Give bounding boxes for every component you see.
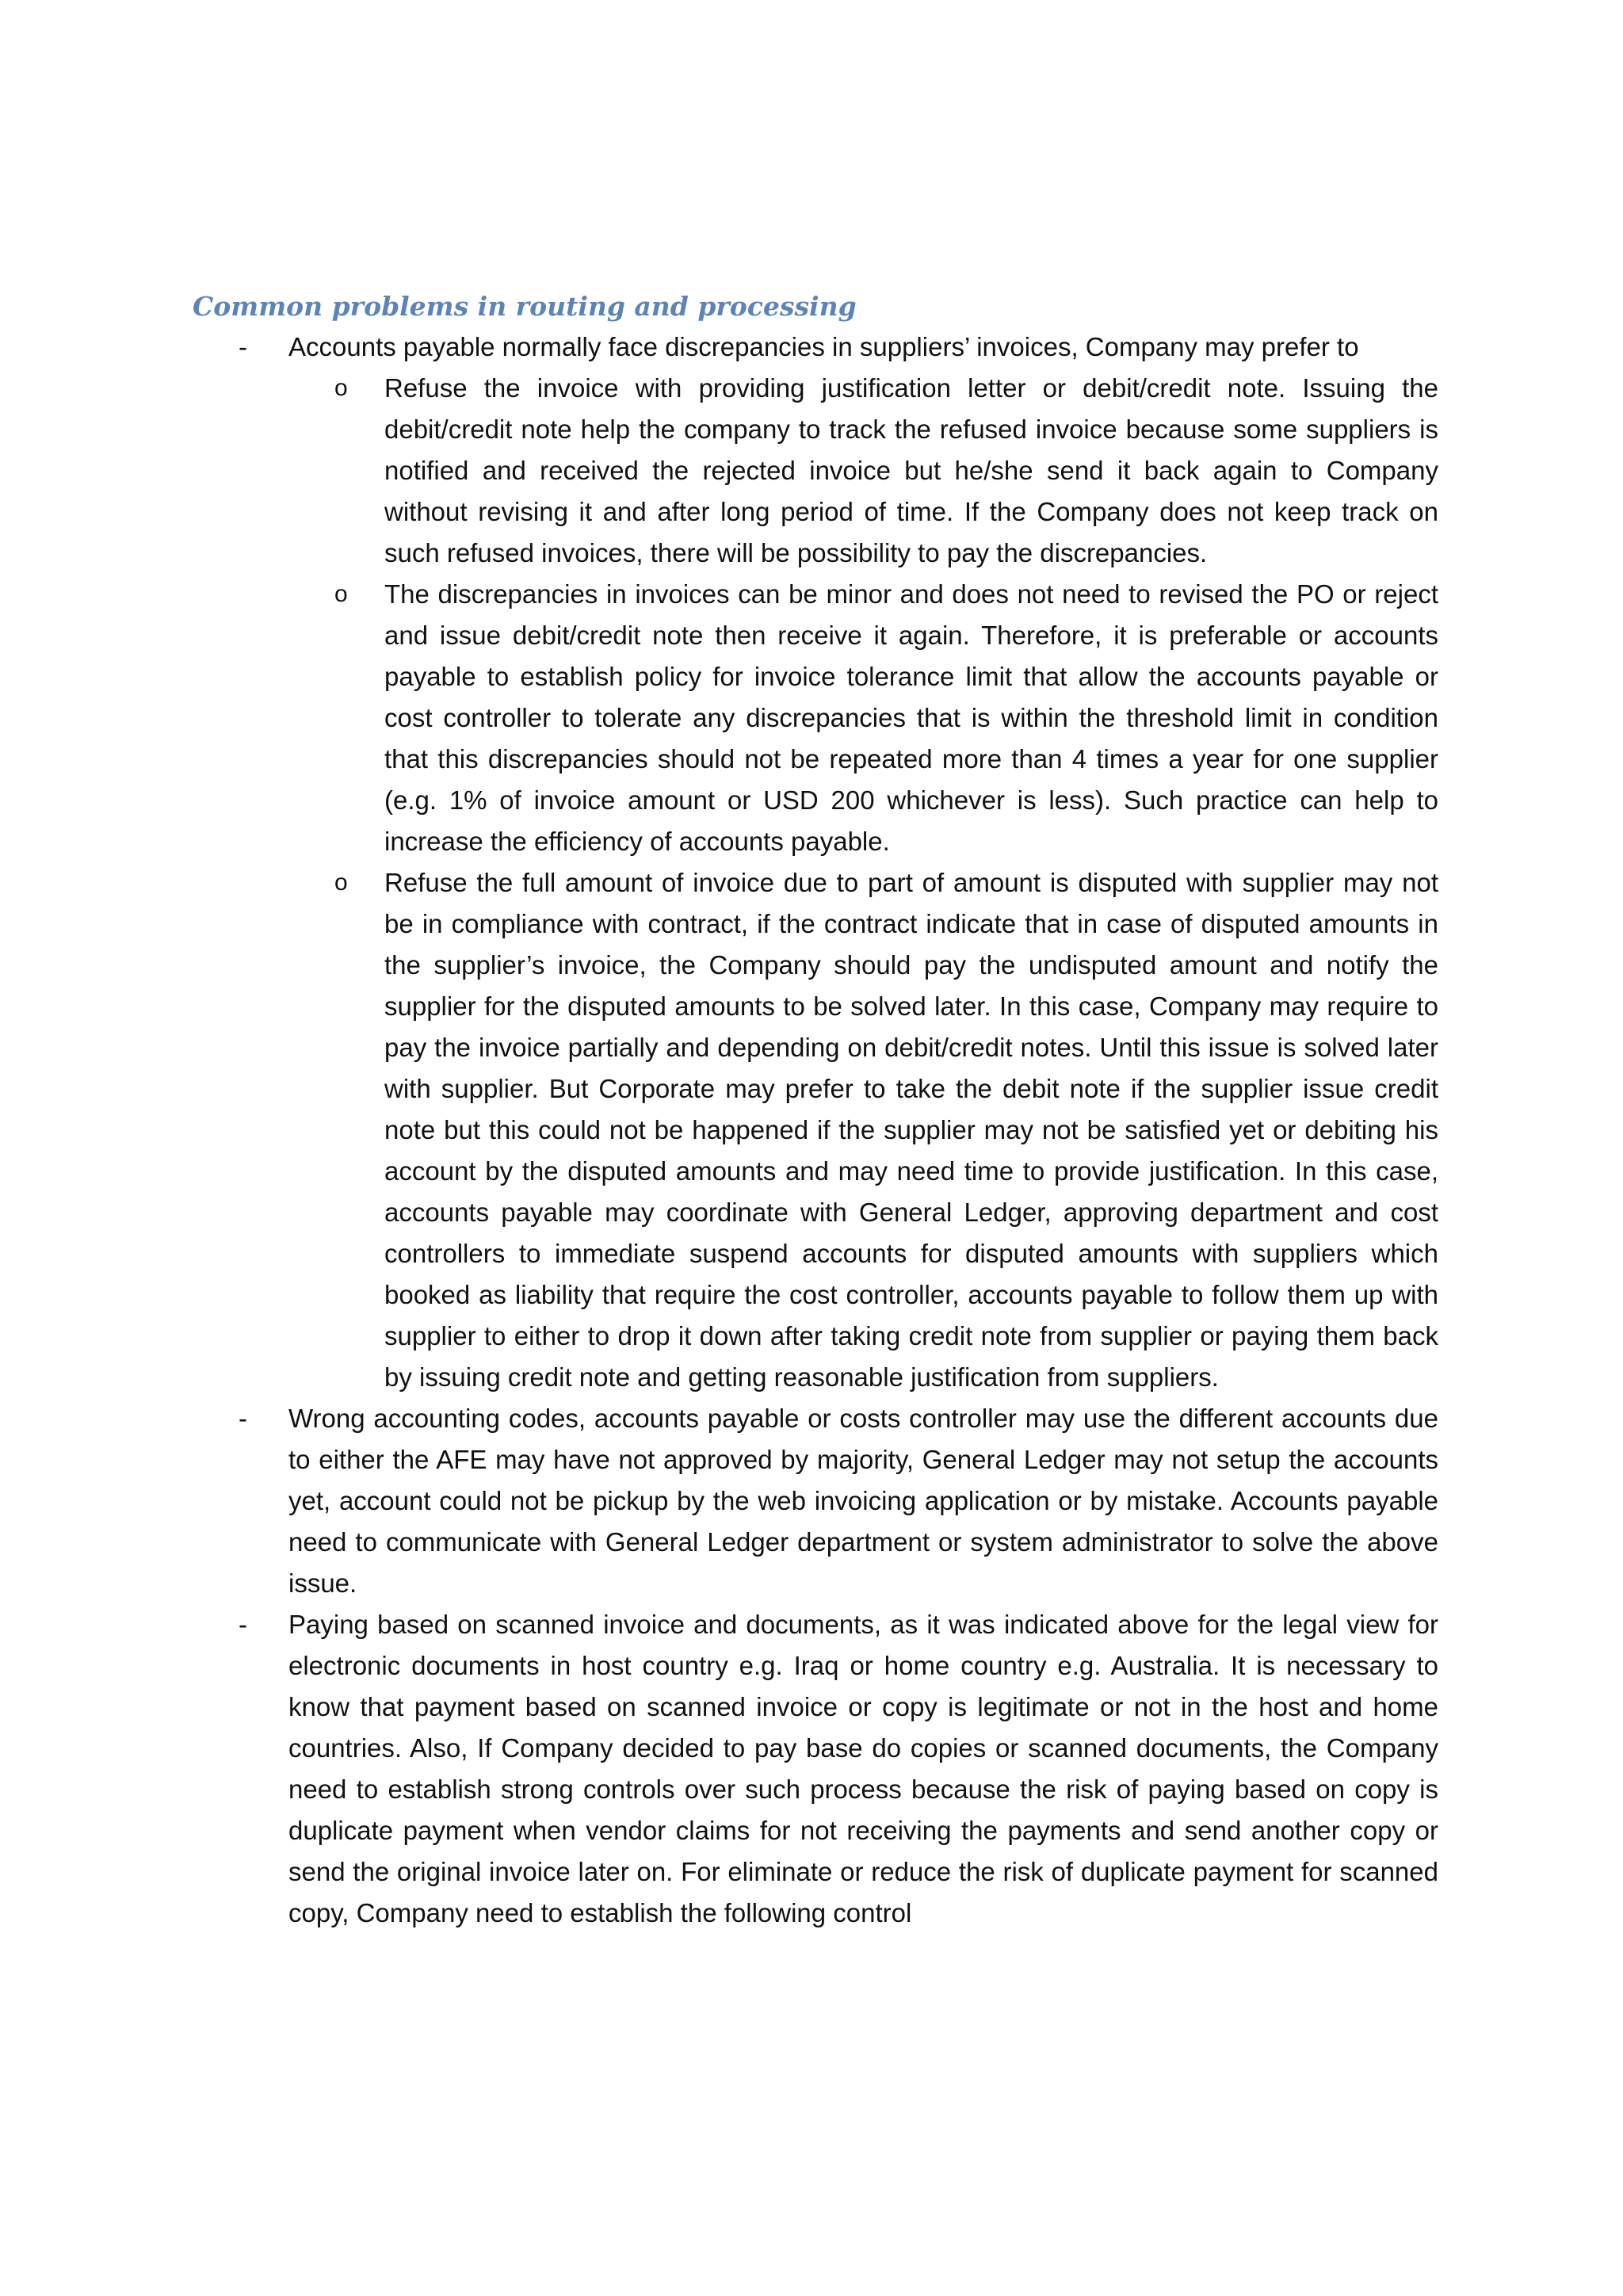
list-item: [193, 1604, 1438, 1934]
sub-list-wrapper: [193, 368, 1438, 1398]
sub-list-item-text: Refuse the full amount of invoice due to part of amount is disputed with supplier may not be in compliance with contract, if the contract indicate that in case of disputed amounts in the supplier’s invoice, the Company should pay the undisputed amount and notify the supplier for the disputed amounts to be solved later. In this case, Company may require to pay the invoice partially and depending on debit/credit notes. Until this issue is solved later with supplier. But Corporate may prefer to take the debit note if the supplier issue credit note but this could not be happened if the supplier may not be satisfied yet or debiting his account by the disputed amounts and may need time to provide justification. In this case, accounts payable may coordinate with General Ledger, approving department and cost controllers to immediate suspend accounts for disputed amounts with suppliers which booked as liability that require the cost controller, accounts payable to follow them up with supplier to either to drop it down after taking credit note from supplier or paying them back by issuing credit note and getting reasonable justification from suppliers.: [384, 868, 1438, 1392]
list-item: [193, 327, 1438, 368]
list-item-text: Accounts payable normally face discrepancies in suppliers’ invoices, Company may prefer to: [288, 332, 1359, 361]
dash-bullet: -: [239, 1404, 247, 1433]
dash-bullet: -: [239, 1610, 247, 1639]
sub-list-item: [288, 368, 1438, 574]
circle-bullet: o: [334, 375, 348, 401]
sub-list-item-text: The discrepancies in invoices can be minor and does not need to revised the PO or reject and issue debit/credit note then receive it again. Therefore, it is preferable or accounts payable to establish policy for invoice tolerance limit that allow the accounts payable or cost controller to tolerate any discrepancies that is within the threshold limit in condition that this discrepancies should not be repeated more than 4 times a year for one supplier (e.g. 1% of invoice amount or USD 200 whichever is less). Such practice can help to increase the efficiency of accounts payable.: [384, 579, 1438, 856]
sub-list-item-text: Refuse the invoice with providing justification letter or debit/credit note. Issuing the debit/credit note help the company to track the refused invoice because some suppliers is notified and received the rejected invoice but he/she send it back again to Company without revising it and after long period of time. If the Company does not keep track on such refused invoices, there will be possibility to pay the discrepancies.: [384, 373, 1438, 567]
list-item-text: Wrong accounting codes, accounts payable or costs controller may use the different accounts due to either the AFE may have not approved by majority, General Ledger may not setup the accounts yet, account could not be pickup by the web invoicing application or by mistake. Accounts payable need to communicate with General Ledger department or system administrator to solve the above issue.: [288, 1404, 1438, 1598]
sub-list-item: [288, 574, 1438, 862]
sub-list-item: [288, 862, 1438, 1398]
document-body: [193, 287, 1438, 1934]
sub-list: [193, 368, 1438, 1398]
dash-bullet: -: [239, 332, 247, 361]
list-item: [193, 1398, 1438, 1604]
section-heading: Common problems in routing and processing: [193, 291, 857, 322]
circle-bullet: o: [334, 581, 348, 607]
list-item-text: Paying based on scanned invoice and documents, as it was indicated above for the legal view for electronic documents in host country e.g. Iraq or home country e.g. Australia. It is necessary to know that payment based on scanned invoice or copy is legitimate or not in the host and home countries. Also, If Company decided to pay base do copies or scanned documents, the Company need to establish strong controls over such process because the risk of paying based on copy is duplicate payment when vendor claims for not receiving the payments and send another copy or send the original invoice later on. For eliminate or reduce the risk of duplicate payment for scanned copy, Company need to establish the following control: [288, 1610, 1438, 1927]
circle-bullet: o: [334, 869, 348, 896]
